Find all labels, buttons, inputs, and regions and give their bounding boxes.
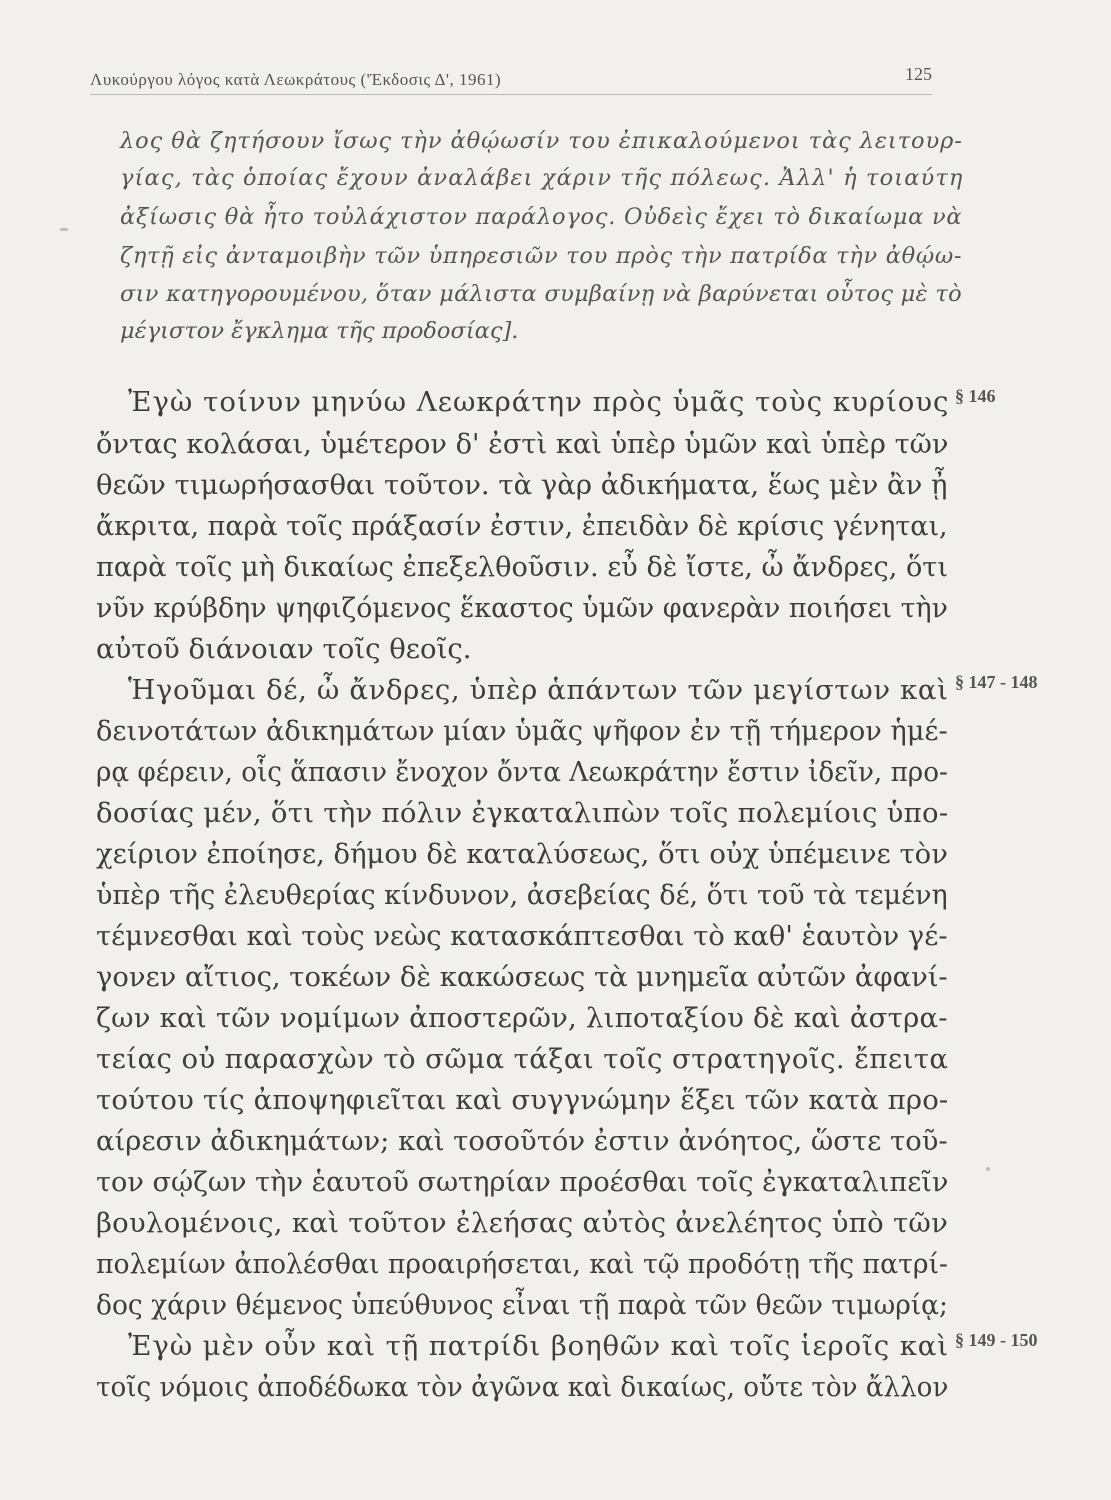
text-line: πολεμίων ἀπολέσθαι προαιρήσεται, καὶ τῷ προδότῃ τῆς πατρί- [96,1248,948,1280]
text-line: Ἐγὼ τοίνυν μηνύω Λεωκράτην πρὸς ὑμᾶς τοὺς κυρίους [128,386,950,418]
note-line: ἀξίωσις θὰ ἦτο τοὐλάχιστον παράλογος. Οὐδεὶς ἔχει τὸ δικαίωμα νὰ [120,204,963,230]
text-line: ὑπὲρ τῆς ἐλευθερίας κίνδυνον, ἀσεβείας δέ, ὅτι τοῦ τὰ τεμένη [96,879,948,911]
text-line: δος χάριν θέμενος ὑπεύθυνος εἶναι τῇ παρὰ τῶν θεῶν τιμωρίᾳ; [96,1289,948,1321]
section-ref: § 149 - 150 [955,1330,1038,1350]
text-line: θεῶν τιμωρήσασθαι τοῦτον. τὰ γὰρ ἀδικήματα, ἕως μὲν ἂν ᾖ [96,469,948,501]
text-line: δεινοτάτων ἀδικημάτων μίαν ὑμᾶς ψῆφον ἐν τῇ τήμερον ἡμέ- [96,715,948,747]
text-line: χείριον ἐποίησε, δήμου δὲ καταλύσεως, ὅτι οὐχ ὑπέμεινε τὸν [96,838,948,870]
text-line: ρᾳ φέρειν, οἷς ἅπασιν ἔνοχον ὄντα Λεωκράτην ἔστιν ἰδεῖν, προ- [96,756,948,788]
text-line: βουλομένοις, καὶ τοῦτον ἐλεήσας αὐτὸς ἀνελέητος ὑπὸ τῶν [96,1207,949,1239]
note-line: ζητῇ εἰς ἀνταμοιβὴν τῶν ὑπηρεσιῶν του πρὸς τὴν πατρίδα τὴν ἀθῴω- [120,243,963,269]
text-line: τούτου τίς ἀποψηφιεῖται καὶ συγγνώμην ἕξει τῶν κατὰ προ- [96,1084,949,1116]
text-line: δοσίας μέν, ὅτι τὴν πόλιν ἐγκαταλιπὼν τοῖς πολεμίοις ὑπο- [96,797,949,829]
note-line: λος θὰ ζητήσουν ἴσως τὴν ἀθῴωσίν του ἐπικαλούμενοι τὰς λειτουρ- [120,128,963,154]
running-title: Λυκούργου λόγος κατὰ Λεωκράτους ('Έκδοσις Δ', 1961) [90,70,502,89]
text-line: τοῖς νόμοις ἀποδέδωκα τὸν ἀγῶνα καὶ δικαίως, οὔτε τὸν ἄλλον [96,1371,949,1403]
running-header [90,62,932,95]
section-ref: § 147 - 148 [955,672,1038,692]
text-line: γονεν αἴτιος, τοκέων δὲ κακώσεως τὰ μνημεῖα αὐτῶν ἀφανί- [96,961,948,993]
note-line: σιν κατηγορουμένου, ὅταν μάλιστα συμβαίνῃ νὰ βαρύνεται οὗτος μὲ τὸ [120,281,962,307]
page-number: 125 [905,64,932,84]
text-line: τέμνεσθαι καὶ τοὺς νεὼς κατασκάπτεσθαι τὸ καθ' ἑαυτὸν γέ- [96,920,948,952]
text-line: ζων καὶ τῶν νομίμων ἀποστερῶν, λιποταξίου δὲ καὶ ἀστρα- [96,1002,948,1034]
text-line: ἄκριτα, παρὰ τοῖς πράξασίν ἐστιν, ἐπειδὰν δὲ κρίσις γένηται, [96,510,948,542]
text-line: παρὰ τοῖς μὴ δικαίως ἐπεξελθοῦσιν. εὖ δὲ ἴστε, ὦ ἄνδρες, ὅτι [96,551,948,583]
note-line: γίας, τὰς ὁποίας ἔχουν ἀναλάβει χάριν τῆς πόλεως. Ἀλλ' ἡ τοιαύτη [120,165,964,191]
text-line: αίρεσιν ἀδικημάτων; καὶ τοσοῦτόν ἐστιν ἀνόητος, ὥστε τοῦ- [96,1125,948,1157]
text-line: Ἐγὼ μὲν οὖν καὶ τῇ πατρίδι βοηθῶν καὶ τοῖς ἱεροῖς καὶ [128,1330,949,1362]
text-line: νῦν κρύβδην ψηφιζόμενος ἕκαστος ὑμῶν φανερὰν ποιήσει τὴν [96,592,948,624]
scan-speck [60,228,68,231]
text-line: ὄντας κολάσαι, ὑμέτερον δ' ἐστὶ καὶ ὑπὲρ ὑμῶν καὶ ὑπὲρ τῶν [96,428,949,460]
note-line: μέγιστον ἔγκλημα τῆς προδοσίας]. [120,318,519,344]
scan-speck [986,1167,990,1171]
text-line: τον σῴζων τὴν ἑαυτοῦ σωτηρίαν προέσθαι τοῖς ἐγκαταλιπεῖν [96,1166,949,1198]
text-line: αὐτοῦ διάνοιαν τοῖς θεοῖς. [96,633,472,665]
section-ref: § 146 [955,386,996,406]
text-line: τείας οὐ παρασχὼν τὸ σῶμα τάξαι τοῖς στρατηγοῖς. ἔπειτα [96,1043,949,1075]
text-line: Ἡγοῦμαι δέ, ὦ ἄνδρες, ὑπὲρ ἁπάντων τῶν μεγίστων καὶ [128,674,949,706]
